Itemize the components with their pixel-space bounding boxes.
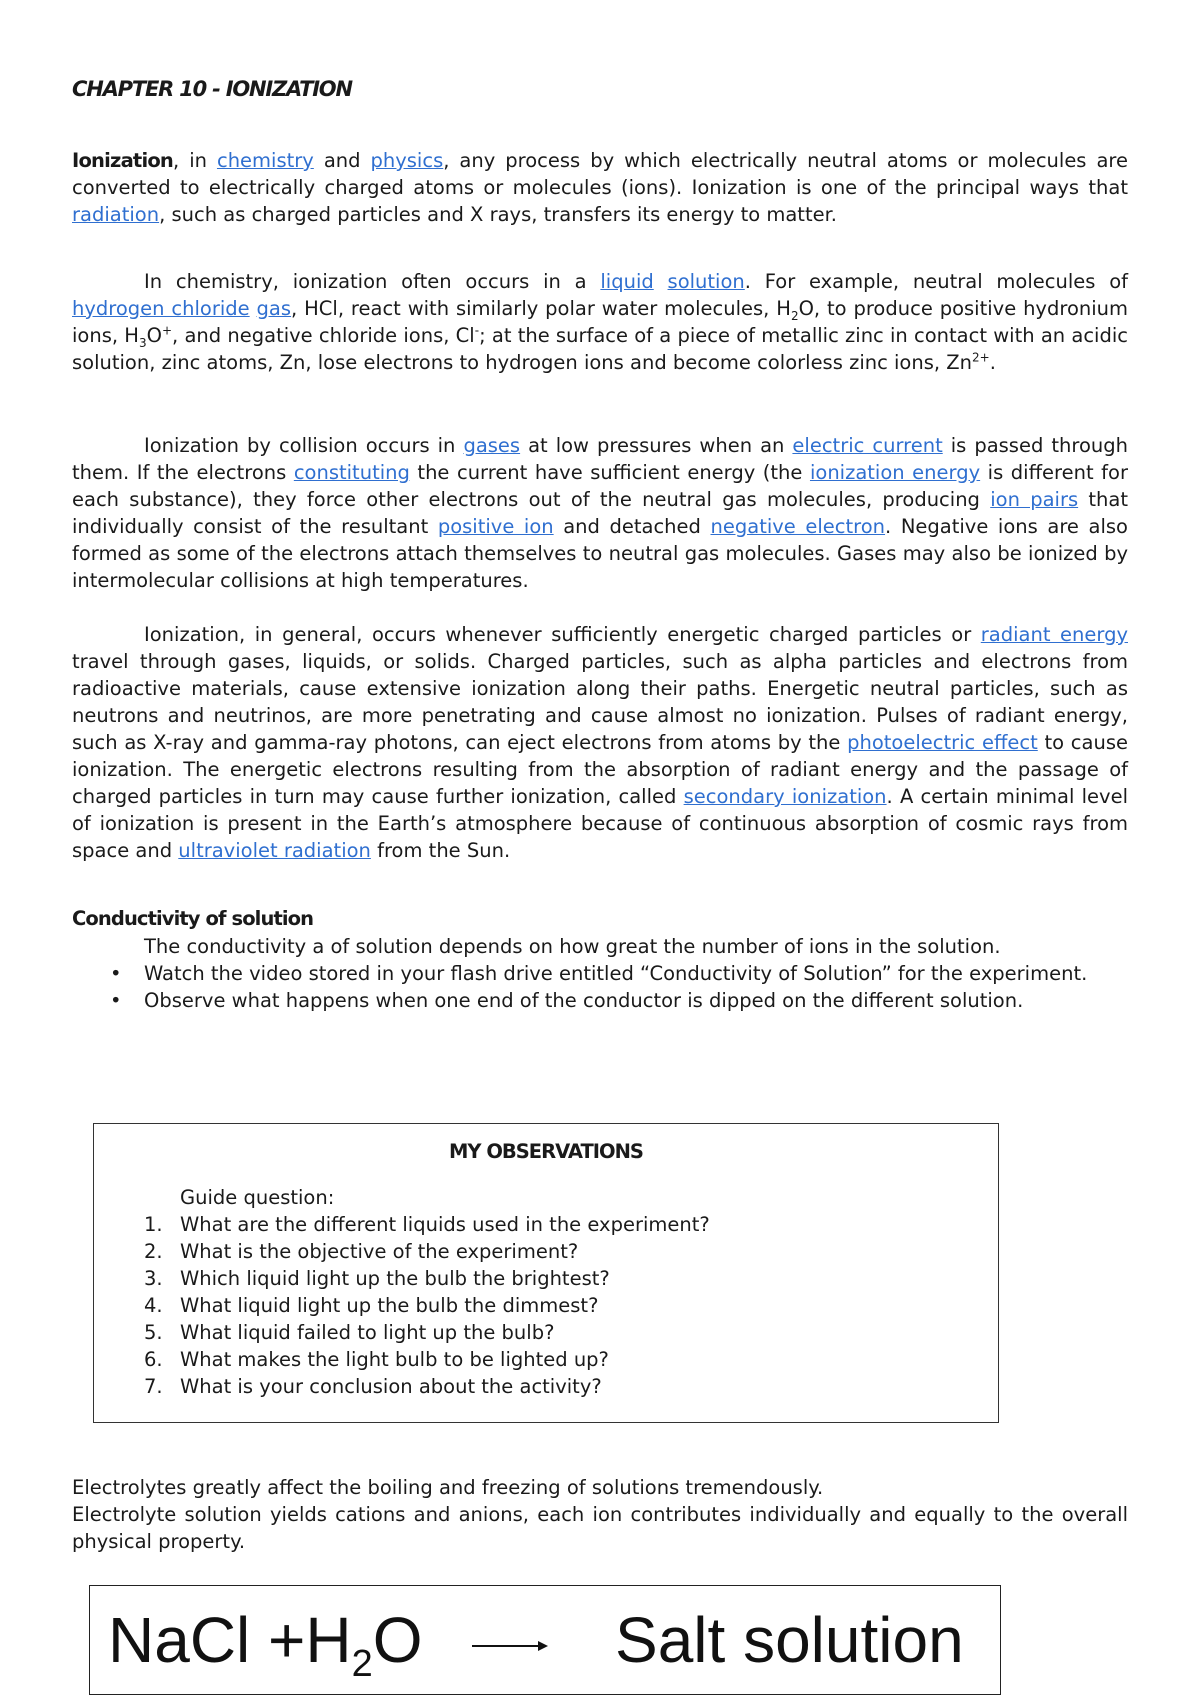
electrolytes-line-1: Electrolytes greatly affect the boiling and freezing of solutions tremendously. [72, 1476, 824, 1499]
guide-question-item [94, 1319, 710, 1346]
subscript: 2 [790, 308, 799, 323]
equation-reactants [108, 1600, 423, 1685]
superscript: 2+ [972, 350, 990, 365]
subscript: 3 [138, 335, 147, 350]
bullet-dot-icon: • [110, 989, 122, 1012]
question-text: Which liquid light up the bulb the brightest? [180, 1267, 610, 1290]
text-run: O [146, 324, 162, 347]
text-run: , any process by which electrically neutral atoms or molecules are converted to electrically charged atoms or molecules (ions). Ionization is one of the principal ways that [72, 149, 1128, 199]
bullet-item [72, 987, 1087, 1014]
text-run: and detached [553, 515, 711, 538]
guide-question-item [94, 1211, 710, 1238]
text-run: at low pressures when an [520, 434, 793, 457]
superscript: - [474, 323, 480, 338]
link-radiant-energy[interactable]: radiant energy [980, 623, 1128, 646]
text-run: is different for each substance), they force other electrons out of the neutral gas molecules, producing [72, 461, 1128, 511]
guide-question-item [94, 1238, 710, 1265]
question-number: 5. [144, 1321, 163, 1344]
text-run: from the Sun. [370, 839, 511, 862]
text-run: . Negative ions are also formed as some of the electrons attach themselves to neutral gas molecules. Gases may also be ionized by intermolecular collisions at high temperatures. [72, 515, 1128, 592]
bullet-text: Observe what happens when one end of the conductor is dipped on the different solution. [144, 989, 1024, 1012]
question-text: What liquid light up the bulb the dimmest? [180, 1294, 599, 1317]
link-ultraviolet-radiation[interactable]: ultraviolet radiation [178, 839, 371, 862]
conductivity-intro: The conductivity a of solution depends on how great the number of ions in the solution. [144, 935, 1001, 958]
link-solution[interactable]: solution [667, 270, 745, 293]
guide-question-item [94, 1346, 710, 1373]
conductivity-bullet-list [72, 960, 1087, 1014]
link-gases[interactable]: gases [463, 434, 521, 457]
equation-product: Salt solution [615, 1604, 964, 1676]
equation-subscript: 2 [351, 1642, 373, 1685]
superscript: + [161, 323, 173, 338]
bullet-item [72, 960, 1087, 987]
guide-question-item [94, 1292, 710, 1319]
chemistry-paragraph [72, 268, 1128, 376]
link-electric-current[interactable]: electric current [792, 434, 943, 457]
question-number: 6. [144, 1348, 163, 1371]
chapter-title: CHAPTER 10 - IONIZATION [72, 77, 352, 101]
link-liquid[interactable]: liquid [600, 270, 654, 293]
question-text: What is the objective of the experiment? [180, 1240, 579, 1263]
link-positive-ion[interactable]: positive ion [437, 515, 554, 538]
text-run: travel through gases, liquids, or solids. Charged particles, such as alpha particles and electrons from radioactive materials, cause extensive ionization along their paths. Energetic neutral particles, such as neutrons and neutrinos, are more penetrating and cause almost no ionization. Pulses of radiant energy, such as X-ray and gamma-ray photons, can eject electrons from atoms by the [72, 650, 1128, 754]
observations-box [93, 1123, 999, 1423]
question-number: 3. [144, 1267, 163, 1290]
guide-question-item [94, 1265, 710, 1292]
link-constituting[interactable]: constituting [293, 461, 410, 484]
question-number: 7. [144, 1375, 163, 1398]
equation-box [89, 1585, 1001, 1695]
text-run: Ionization, in general, occurs whenever sufficiently energetic charged particles or [144, 623, 981, 646]
equation-text: O [372, 1604, 423, 1676]
link-negative-electron[interactable]: negative electron [710, 515, 886, 538]
text-run: that individually consist of the resultant [72, 488, 1128, 538]
ionization-term: Ionization [72, 149, 174, 172]
text-run: , and negative chloride ions, Cl [172, 324, 475, 347]
question-text: What liquid failed to light up the bulb? [180, 1321, 555, 1344]
intro-paragraph [72, 147, 1128, 228]
guide-question-list [94, 1211, 710, 1400]
question-text: What makes the light bulb to be lighted up? [180, 1348, 609, 1371]
observations-title: MY OBSERVATIONS [449, 1140, 643, 1163]
text-run: Ionization by collision occurs in [144, 434, 464, 457]
text-run: ; at the surface of a piece of metallic zinc in contact with an acidic solution, zinc atoms, Zn, lose electrons to hydrogen ions and become colorless zinc ions, Zn [72, 324, 1128, 374]
guide-question-item [94, 1373, 710, 1400]
question-number: 1. [144, 1213, 163, 1236]
link-hydrogen-chloride[interactable]: hydrogen chloride [72, 297, 250, 320]
question-number: 4. [144, 1294, 163, 1317]
text-run: . For example, neutral molecules of [744, 270, 1128, 293]
right-arrow-icon [470, 1636, 550, 1656]
question-text: What is your conclusion about the activity? [180, 1375, 602, 1398]
text-run: , in [173, 149, 217, 172]
text-run: , such as charged particles and X rays, transfers its energy to matter. [159, 203, 838, 226]
link-chemistry[interactable]: chemistry [216, 149, 314, 172]
link-gas[interactable]: gas [256, 297, 292, 320]
conductivity-heading: Conductivity of solution [72, 907, 314, 930]
text-run: . A certain minimal level of ionization is present in the Earth’s atmosphere because of continuous absorption of cosmic rays from space and [72, 785, 1128, 862]
link-photoelectric-effect[interactable]: photoelectric effect [847, 731, 1038, 754]
text-run: O, to produce positive hydronium ions, H [72, 297, 1129, 347]
text-run: . [989, 351, 996, 374]
text-run: and [313, 149, 371, 172]
question-text: What are the different liquids used in the experiment? [180, 1213, 710, 1236]
general-paragraph [72, 621, 1128, 864]
collision-paragraph [72, 432, 1128, 594]
link-physics[interactable]: physics [370, 149, 444, 172]
question-number: 2. [144, 1240, 163, 1263]
bullet-text: Watch the video stored in your flash drive entitled “Conductivity of Solution” for the experiment. [144, 962, 1088, 985]
equation-text: NaCl +H [108, 1604, 352, 1676]
link-ion-pairs[interactable]: ion pairs [990, 488, 1079, 511]
link-ionization-energy[interactable]: ionization energy [809, 461, 981, 484]
text-run: the current have sufficient energy (the [409, 461, 810, 484]
text-run: In chemistry, ionization often occurs in a [144, 270, 601, 293]
electrolytes-line-2: Electrolyte solution yields cations and anions, each ion contributes individually and equally to the overall physical property. [72, 1503, 1128, 1553]
text-run: is passed through them. If the electrons [72, 434, 1128, 484]
text-run: to cause ionization. The energetic electrons resulting from the absorption of radiant energy and the passage of charged particles in turn may cause further ionization, called [72, 731, 1128, 808]
guide-question-label: Guide question: [180, 1186, 335, 1209]
link-radiation[interactable]: radiation [72, 203, 160, 226]
link-secondary-ionization[interactable]: secondary ionization [683, 785, 887, 808]
text-run: , HCl, react with similarly polar water molecules, H [291, 297, 791, 320]
bullet-dot-icon: • [110, 962, 122, 985]
